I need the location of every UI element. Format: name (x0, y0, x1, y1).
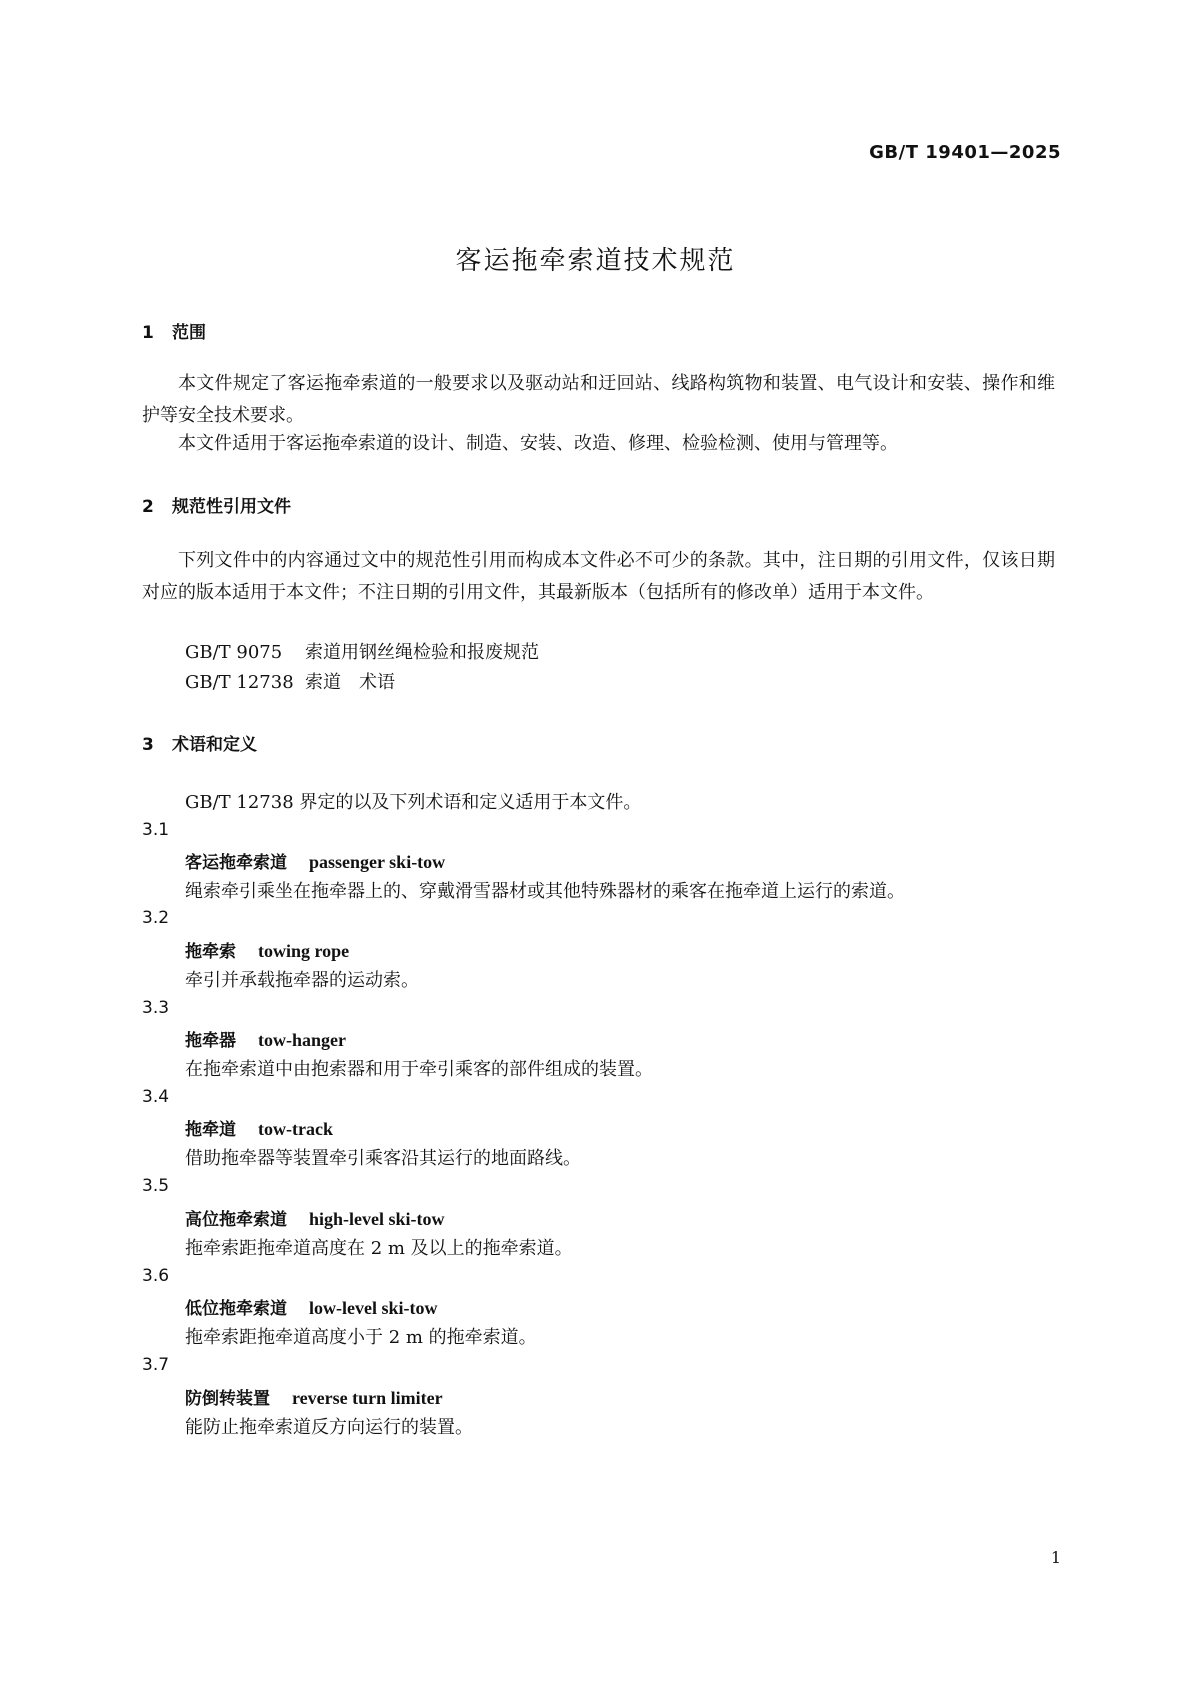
section-number: 1 (142, 323, 154, 343)
term-number: 3.4 (142, 1087, 170, 1107)
term-english: reverse turn limiter (292, 1388, 443, 1408)
term-number: 3.1 (142, 820, 170, 840)
term-english: low-level ski-tow (309, 1298, 438, 1318)
term-definition: 在拖牵索道中由抱索器和用于牵引乘客的部件组成的装置。 (185, 1059, 653, 1080)
reference-title: 索道用钢丝绳检验和报废规范 (305, 642, 539, 663)
section-heading-2 (142, 492, 291, 517)
term-name (185, 1294, 437, 1319)
term-chinese: 拖牵索 (185, 942, 236, 962)
section-number: 3 (142, 735, 154, 755)
term-chinese: 客运拖牵索道 (185, 853, 287, 873)
term-definition: 绳索牵引乘坐在拖牵器上的、穿戴滑雪器材或其他特殊器材的乘客在拖牵道上运行的索道。 (185, 881, 905, 902)
term-name (185, 1384, 443, 1409)
term-definition: 拖牵索距拖牵道高度小于 2 m 的拖牵索道。 (185, 1327, 537, 1348)
term-name (185, 937, 349, 962)
section-heading-1 (142, 318, 206, 343)
term-name (185, 1205, 445, 1230)
standard-code: GB/T 19401—2025 (869, 142, 1061, 163)
term-definition: 能防止拖牵索道反方向运行的装置。 (185, 1417, 473, 1438)
term-chinese: 拖牵道 (185, 1120, 236, 1140)
term-number: 3.6 (142, 1266, 170, 1286)
term-chinese: 拖牵器 (185, 1031, 236, 1051)
term-english: tow-hanger (258, 1030, 346, 1050)
term-number: 3.5 (142, 1176, 170, 1196)
term-chinese: 高位拖牵索道 (185, 1210, 287, 1230)
document-title: 客运拖牵索道技术规范 (455, 246, 736, 276)
section-heading-3 (142, 730, 257, 755)
section-title: 规范性引用文件 (172, 497, 291, 517)
reference-item (185, 638, 539, 664)
term-number: 3.3 (142, 998, 170, 1018)
section-number: 2 (142, 497, 154, 517)
reference-item (185, 668, 395, 694)
term-definition: 拖牵索距拖牵道高度在 2 m 及以上的拖牵索道。 (185, 1238, 573, 1259)
term-english: passenger ski-tow (309, 852, 446, 872)
section-title: 范围 (172, 323, 206, 343)
term-english: tow-track (258, 1119, 333, 1139)
term-definition: 牵引并承载拖牵器的运动索。 (185, 970, 419, 991)
term-chinese: 低位拖牵索道 (185, 1299, 287, 1319)
paragraph-scope-2: 本文件适用于客运拖牵索道的设计、制造、安装、改造、修理、检验检测、使用与管理等。 (178, 433, 898, 454)
page-number: 1 (1050, 1548, 1061, 1567)
term-english: towing rope (258, 941, 350, 961)
reference-code: GB/T 12738 (185, 672, 294, 693)
terms-intro: GB/T 12738 界定的以及下列术语和定义适用于本文件。 (185, 792, 642, 813)
term-name (185, 848, 445, 873)
term-definition: 借助拖牵器等装置牵引乘客沿其运行的地面路线。 (185, 1148, 581, 1169)
term-chinese: 防倒转装置 (185, 1389, 270, 1409)
section-title: 术语和定义 (172, 735, 257, 755)
term-name (185, 1115, 333, 1140)
reference-title: 索道 术语 (305, 672, 395, 693)
term-number: 3.2 (142, 908, 170, 928)
term-name (185, 1026, 346, 1051)
paragraph-scope-1: 本文件规定了客运拖牵索道的一般要求以及驱动站和迂回站、线路构筑物和装置、电气设计和安装、操作和维护等安全技术要求。 (142, 373, 1055, 426)
term-number: 3.7 (142, 1355, 170, 1375)
paragraph-normative-references: 下列文件中的内容通过文中的规范性引用而构成本文件必不可少的条款。其中，注日期的引用文件，仅该日期对应的版本适用于本文件；不注日期的引用文件，其最新版本（包括所有的修改单）适用于本文件。 (142, 550, 1055, 603)
term-english: high-level ski-tow (309, 1209, 445, 1229)
reference-code: GB/T 9075 (185, 642, 283, 663)
